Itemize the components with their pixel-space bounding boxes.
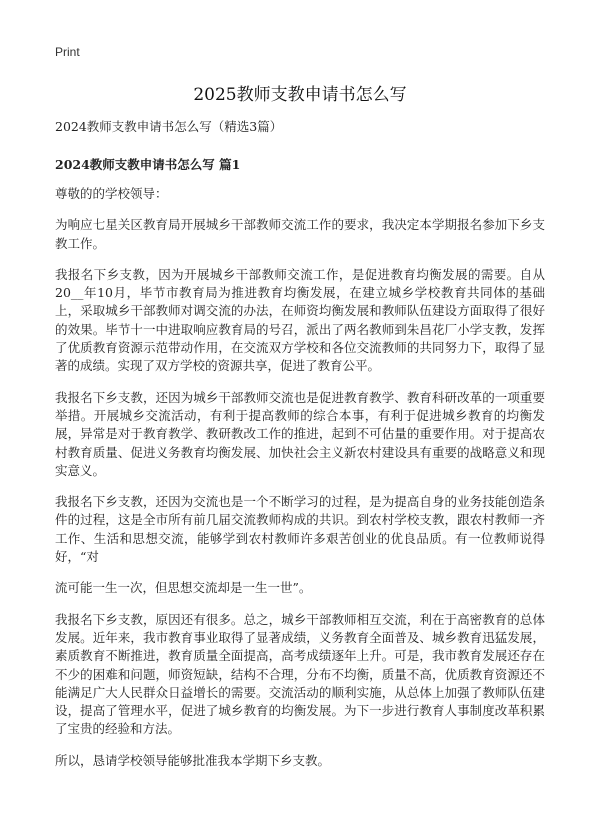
- page-title: 2025教师支教申请书怎么写: [193, 85, 407, 105]
- print-link[interactable]: Print: [55, 45, 80, 59]
- salutation-paragraph: 尊敬的的学校领导：: [55, 186, 168, 201]
- section-heading: 2024教师支教申请书怎么写 篇1: [55, 157, 241, 172]
- body-paragraph: 流可能一生一次，但思想交流却是一生一世”。: [55, 580, 312, 596]
- body-paragraph: 我报名下乡支教，还因为城乡干部教师交流也是促进教育教学、教育科研改革的一项重要举措。开展城乡交流活动，有利于提高教师的综合本事，有利于促进城乡教育的均衡发展，异常是对于教育教学、教研教改工作的推进，起到不可估量的重要作用。对于提高农村教育质量、促进义务教育均衡发展、加快社会主义新农村建设具有重要的战略意义和现实意义。: [55, 389, 545, 478]
- document-subtitle: 2024教师支教申请书怎么写（精选3篇）: [55, 119, 283, 134]
- body-paragraph: 为响应七星关区教育局开展城乡干部教师交流工作的要求，我决定本学期报名参加下乡支教工作。: [55, 217, 545, 251]
- body-paragraph: 我报名下乡支教，还因为交流也是一个不断学习的过程，是为提高自身的业务技能创造条件的过程，这是全市所有前几届交流教师构成的共识。到农村学校支教，跟农村教师一齐工作、生活和思想交流，能够学到农村教师许多艰苦创业的优良品质。有一位教师说得好，“对: [55, 494, 545, 565]
- document-body: [55, 118, 545, 783]
- body-paragraph: 我报名下乡支教，因为开展城乡干部教师交流工作，是促进教育均衡发展的需要。自从20__年10月，毕节市教育局为推进教育均衡发展，在建立城乡学校教育共同体的基础上，采取城乡干部教师对调交流的办法，在师资均衡发展和教师队伍建设方面取得了很好的效果。毕节十一中进取响应教育局的号召，派出了两名教师到朱昌花厂小学支教，发挥了优质教育资源示范带动作用，在交流双方学校和各位交流教师的共同努力下，取得了显著的成绩。实现了双方学校的资源共享，促进了教育公平。: [55, 266, 545, 374]
- closing-paragraph: 所以，恳请学校领导能够批准我本学期下乡支教。: [55, 752, 331, 768]
- body-paragraph: 我报名下乡支教，原因还有很多。总之，城乡干部教师相互交流，利在于高密教育的总体发展。近年来，我市教育事业取得了显著成绩，义务教育全面普及、城乡教育迅猛发展，素质教育不断推进，教育质量全面提高，高考成绩逐年上升。可是，我市教育发展还存在不少的困难和问题，师资短缺，结构不合理，分布不均衡，质量不高，优质教育资源还不能满足广大人民群众日益增长的需要。交流活动的顺利实施，从总体上加强了教师队伍建设，提高了管理水平，促进了城乡教育的均衡发展。为下一步进行教育人事制度改革积累了宝贵的经验和方法。: [55, 611, 545, 737]
